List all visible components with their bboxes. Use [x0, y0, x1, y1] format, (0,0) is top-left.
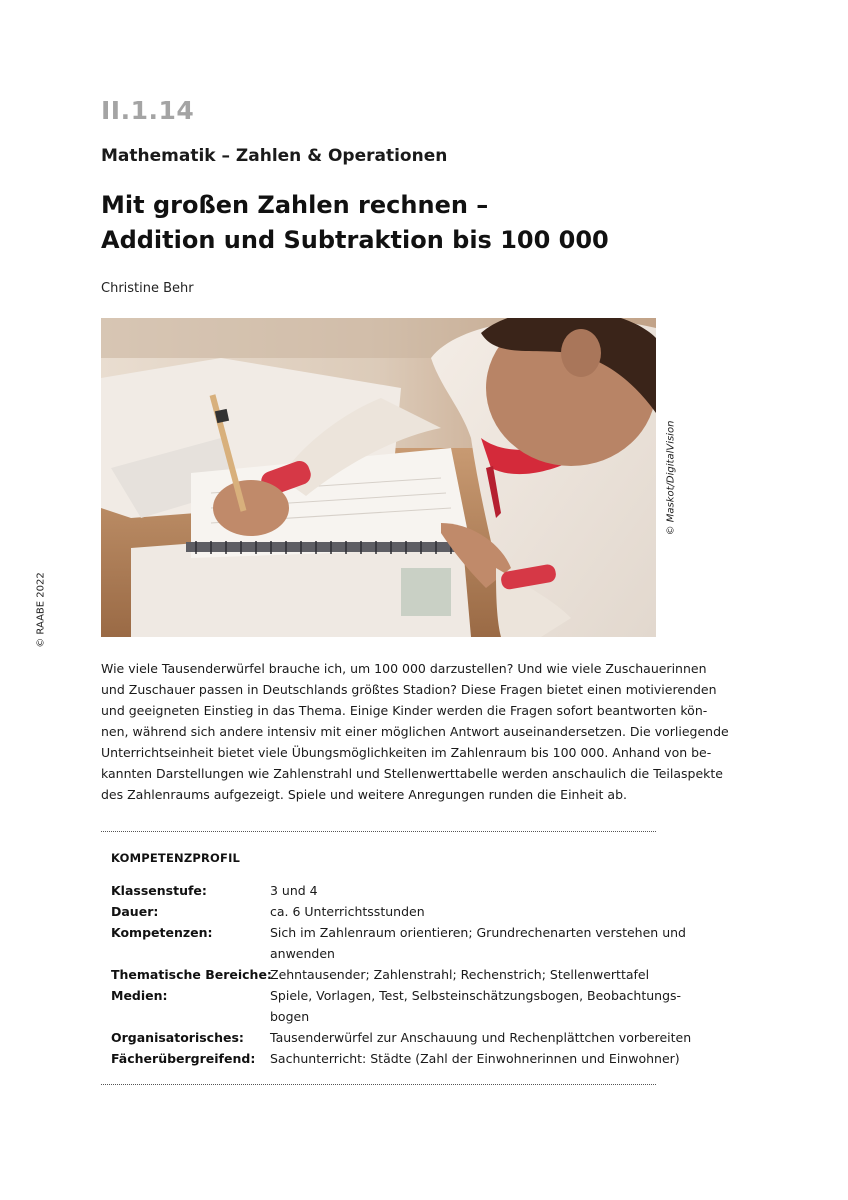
profile-row-media — [111, 985, 682, 1027]
photo-credit — [664, 318, 678, 637]
profile-label: Kompetenzen: — [111, 925, 213, 940]
profile-label: Fächerübergreifend: — [111, 1051, 256, 1066]
child-writing-photo — [101, 318, 656, 637]
profile-value-line: bogen — [270, 1009, 310, 1024]
competence-profile — [111, 880, 692, 1069]
intro-line: nen, während sich andere intensiv mit einer möglichen Antwort auseinandersetzen. Die vorliegende — [101, 724, 729, 739]
intro-line: des Zahlenraums aufgezeigt. Spiele und weitere Anregungen runden die Einheit ab. — [101, 787, 627, 802]
profile-label: Medien: — [111, 988, 168, 1003]
profile-value — [270, 922, 686, 964]
profile-label: Organisatorisches: — [111, 1030, 244, 1045]
profile-heading: KOMPETENZPROFIL — [111, 851, 241, 865]
profile-row-duration — [111, 901, 656, 922]
profile-value-line: Spiele, Vorlagen, Test, Selbsteinschätzungsbogen, Beobachtungs- — [270, 988, 682, 1003]
profile-value-line: anwenden — [270, 946, 335, 961]
profile-value — [270, 901, 656, 922]
photo-credit-text: © Maskot/DigitalVision — [665, 420, 677, 535]
unit-code: II.1.14 — [101, 96, 195, 125]
author-name: Christine Behr — [101, 281, 194, 296]
copyright-text: © RAABE 2022 — [35, 572, 47, 648]
profile-row-organisation — [111, 1027, 692, 1048]
profile-row-competencies — [111, 922, 686, 964]
copyright-note — [34, 540, 48, 680]
dotted-divider-top — [101, 831, 656, 832]
profile-label: Thematische Bereiche: — [111, 967, 272, 982]
subject-heading: Mathematik – Zahlen & Operationen — [101, 146, 448, 166]
profile-value-line: 3 und 4 — [270, 883, 318, 898]
profile-value-line: Zehntausender; Zahlenstrahl; Rechenstrich; Stellenwerttafel — [270, 967, 650, 982]
profile-value-line: Tausenderwürfel zur Anschauung und Rechenplättchen vorbereiten — [270, 1030, 692, 1045]
intro-line: und geeigneten Einstieg in das Thema. Einige Kinder werden die Fragen sofort beantworten kön- — [101, 703, 708, 718]
intro-line: kannten Darstellungen wie Zahlenstrahl und Stellenwerttabelle werden anschaulich die Teilaspekte — [101, 766, 723, 781]
profile-value — [270, 1027, 691, 1048]
profile-value — [270, 964, 656, 985]
intro-paragraph — [101, 658, 729, 805]
intro-line: Unterrichtseinheit bietet viele Übungsmöglichkeiten im Zahlenraum bis 100 000. Anhand von be- — [101, 745, 712, 760]
title-line: Addition und Subtraktion bis 100 000 — [101, 226, 609, 254]
profile-value — [270, 985, 681, 1027]
profile-row-cross-subject — [111, 1048, 680, 1069]
page-title — [101, 188, 609, 258]
intro-line: Wie viele Tausenderwürfel brauche ich, um 100 000 darzustellen? Und wie viele Zuschauerinnen — [101, 661, 707, 676]
intro-line: und Zuschauer passen in Deutschlands größtes Stadion? Diese Fragen bietet einen motivierenden — [101, 682, 717, 697]
title-line: Mit großen Zahlen rechnen – — [101, 191, 489, 219]
profile-value-line: Sachunterricht: Städte (Zahl der Einwohnerinnen und Einwohner) — [270, 1051, 680, 1066]
profile-row-grade — [111, 880, 656, 901]
profile-label: Dauer: — [111, 904, 159, 919]
dotted-divider-bottom — [101, 1084, 656, 1085]
profile-value — [270, 1048, 680, 1069]
profile-value-line: ca. 6 Unterrichtsstunden — [270, 904, 425, 919]
profile-row-topics — [111, 964, 656, 985]
profile-value-line: Sich im Zahlenraum orientieren; Grundrechenarten verstehen und — [270, 925, 686, 940]
profile-value — [270, 880, 656, 901]
profile-label: Klassenstufe: — [111, 883, 207, 898]
